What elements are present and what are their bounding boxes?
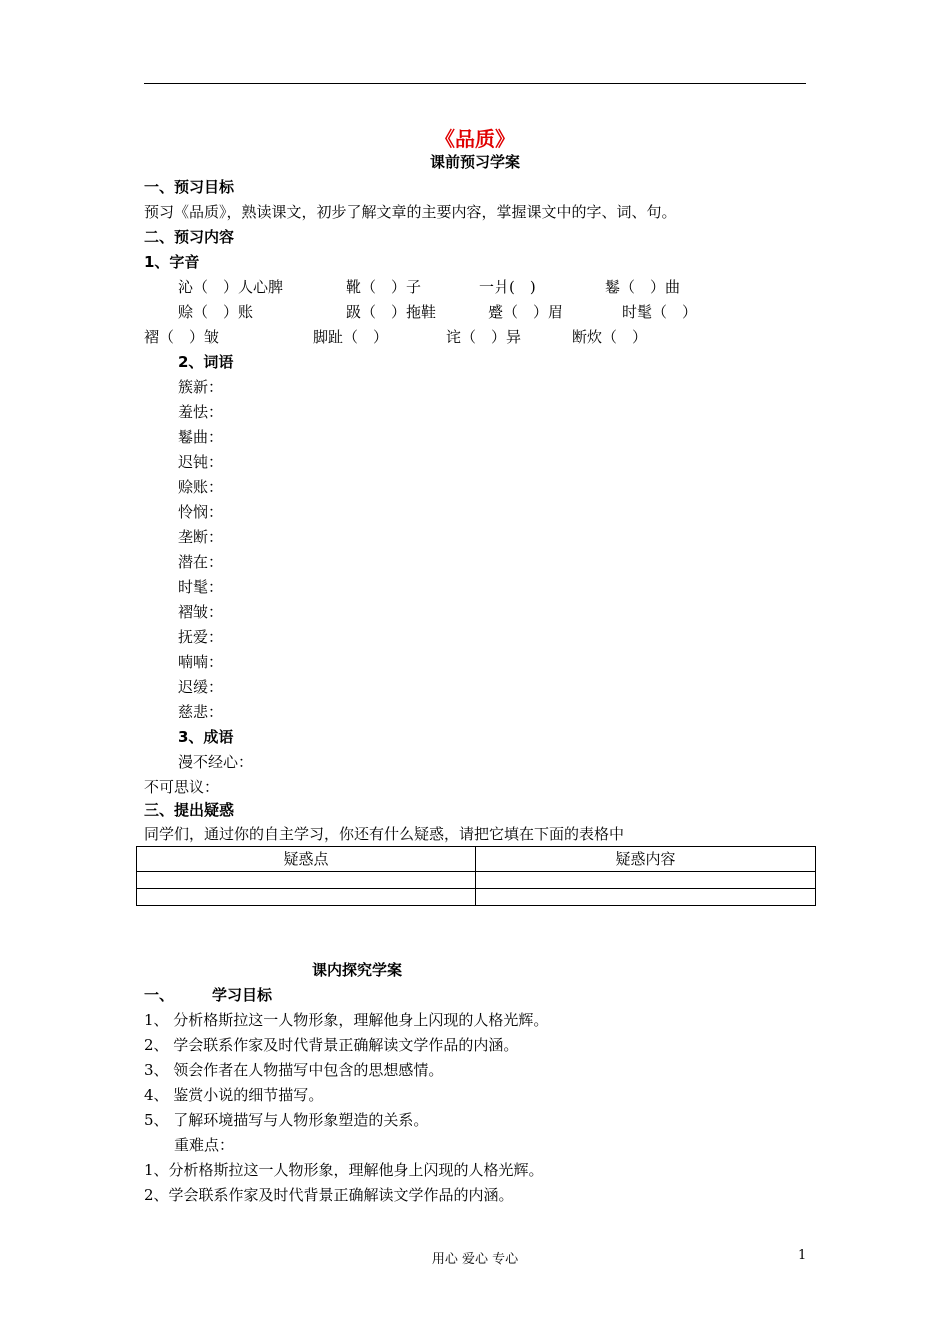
footer-text: 用心 爱心 专心 bbox=[431, 1252, 519, 1267]
word-item: 垄断： bbox=[178, 528, 224, 546]
inclass-heading: 课内探究学案 bbox=[312, 961, 403, 979]
table-cell[interactable] bbox=[137, 872, 476, 889]
word-item: 羞怯： bbox=[178, 403, 224, 421]
goal-item: 1、 分析格斯拉这一人物形象，理解他身上闪现的人格光辉。 bbox=[144, 1011, 549, 1029]
pron-item: 一爿( ) bbox=[479, 278, 536, 296]
doubts-table bbox=[136, 846, 816, 906]
table-row bbox=[137, 889, 816, 906]
pron-item: 褶（ ）皱 bbox=[144, 328, 220, 346]
key-points-label: 重难点： bbox=[174, 1136, 235, 1154]
header-rule bbox=[144, 83, 806, 84]
word-item: 迟钝： bbox=[178, 453, 224, 471]
word-item: 迟缓： bbox=[178, 678, 224, 696]
word-item: 潜在： bbox=[178, 553, 224, 571]
table-header-cell: 疑惑点 bbox=[137, 847, 476, 872]
pron-item: 诧（ ）异 bbox=[446, 328, 522, 346]
pron-item: 时髦（ ） bbox=[622, 303, 698, 321]
table-row bbox=[137, 872, 816, 889]
word-item: 抚爱： bbox=[178, 628, 224, 646]
s1-heading: 一、预习目标 bbox=[144, 178, 235, 196]
pron-item: 鬈（ ）曲 bbox=[605, 278, 681, 296]
pron-item: 沁（ ）人心脾 bbox=[178, 278, 284, 296]
word-item: 鬈曲： bbox=[178, 428, 224, 446]
table-header-cell: 疑惑内容 bbox=[476, 847, 816, 872]
goals-number: 一、 bbox=[144, 986, 175, 1004]
word-item: 赊账： bbox=[178, 478, 224, 496]
key-point-item: 1、分析格斯拉这一人物形象，理解他身上闪现的人格光辉。 bbox=[144, 1161, 544, 1179]
pron-item: 蹙（ ）眉 bbox=[488, 303, 564, 321]
s2-heading: 二、预习内容 bbox=[144, 228, 235, 246]
word-item: 簇新： bbox=[178, 378, 224, 396]
table-cell[interactable] bbox=[137, 889, 476, 906]
word-item: 怜悯： bbox=[178, 503, 224, 521]
idiom-item: 漫不经心： bbox=[178, 753, 254, 771]
pron-heading: 1、字音 bbox=[144, 253, 200, 271]
word-item: 褶皱： bbox=[178, 603, 224, 621]
pron-item: 断炊（ ） bbox=[572, 328, 648, 346]
goal-item: 5、 了解环境描写与人物形象塑造的关系。 bbox=[144, 1111, 429, 1129]
pron-item: 脚趾（ ） bbox=[313, 328, 389, 346]
document-title: 《品质》 bbox=[435, 127, 515, 151]
table-cell[interactable] bbox=[476, 889, 816, 906]
page-number: 1 bbox=[798, 1248, 807, 1263]
goal-item: 4、 鉴赏小说的细节描写。 bbox=[144, 1086, 324, 1104]
goal-item: 2、 学会联系作家及时代背景正确解读文学作品的内涵。 bbox=[144, 1036, 519, 1054]
pron-item: 赊（ ）账 bbox=[178, 303, 254, 321]
pron-item: 靴（ ）子 bbox=[346, 278, 422, 296]
key-point-item: 2、学会联系作家及时代背景正确解读文学作品的内涵。 bbox=[144, 1186, 514, 1204]
word-item: 时髦： bbox=[178, 578, 224, 596]
words-heading: 2、词语 bbox=[178, 353, 234, 371]
idiom-item: 不可思议： bbox=[144, 778, 220, 796]
word-item: 喃喃： bbox=[178, 653, 224, 671]
word-item: 慈悲： bbox=[178, 703, 224, 721]
s3-text: 同学们，通过你的自主学习，你还有什么疑惑，请把它填在下面的表格中 bbox=[144, 825, 625, 843]
goals-heading: 学习目标 bbox=[212, 986, 273, 1004]
table-cell[interactable] bbox=[476, 872, 816, 889]
goal-item: 3、 领会作者在人物描写中包含的思想感情。 bbox=[144, 1061, 444, 1079]
pron-item: 趿（ ）拖鞋 bbox=[346, 303, 437, 321]
s1-text: 预习《品质》，熟读课文，初步了解文章的主要内容，掌握课文中的字、词、句。 bbox=[144, 203, 677, 221]
s3-heading: 三、提出疑惑 bbox=[144, 801, 235, 819]
idioms-heading: 3、成语 bbox=[178, 728, 234, 746]
table-header-row bbox=[137, 847, 816, 872]
section-subtitle-preview: 课前预习学案 bbox=[429, 153, 520, 171]
